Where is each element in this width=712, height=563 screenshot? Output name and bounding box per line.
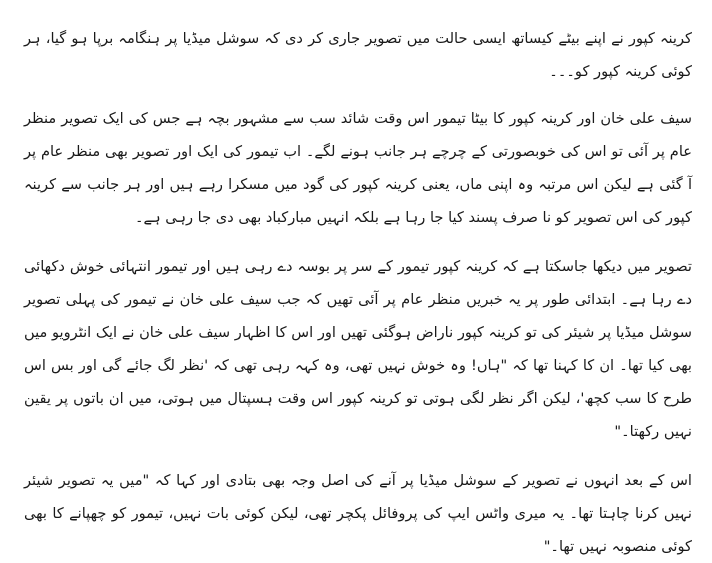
article-paragraph: سیف علی خان اور کرینہ کپور کا بیٹا تیمور اس وقت شائد سب سے مشہور بچہ ہے جس کی ایک تصویر منظر عام پر آئی تو اس کی خوبصورتی کے چرچے ہر جانب ہونے لگے۔ اب تیمور کی ایک اور تصویر بھی منظر عام پر آ گئی ہے لیکن اس مرتبہ وہ اپنی ماں، یعنی کرینہ کپور کی گود میں مسکرا رہے ہیں اور ہر جانب سے کرینہ کپور کی اس تصویر کو نا صرف پسند کیا جا رہا ہے بلکہ انہیں مبارکباد بھی دی جا رہی ہے۔	[24, 110, 692, 226]
article-paragraph: اس کے بعد انہوں نے تصویر کے سوشل میڈیا پر آنے کی اصل وجہ بھی بتادی اور کہا کہ "میں یہ تصویر شیئر نہیں کرنا چاہتا تھا۔ یہ میری واٹس ایپ کی پروفائل پکچر تھی، لیکن کوئی بات نہیں، تیمور کو چھپانے کا بھی کوئی منصوبہ نہیں تھا۔"	[24, 472, 692, 555]
article-paragraph: تصویر میں دیکھا جاسکتا ہے کہ کرینہ کپور تیمور کے سر پر بوسہ دے رہی ہیں اور تیمور انتہائی خوش دکھائی دے رہا ہے۔ ابتدائی طور پر یہ خبریں منظر عام پر آئی تھیں کہ جب سیف علی خان نے تیمور کی پہلی تصویر سوشل میڈیا پر شیئر کی تو کرینہ کپور ناراض ہوگئی تھیں اور اس کا اظہار سیف علی خان نے ایک انٹرویو میں بھی کیا تھا۔ ان کا کہنا تھا کہ "ہاں! وہ خوش نہیں تھی، وہ کہہ رہی تھی کہ 'نظر لگ جائے گی اور بس اس طرح کا سب کچھ'، لیکن اگر نظر لگی ہوتی تو کرینہ کپور اس وقت ہسپتال میں ہوتی، میں ان باتوں پر یقین نہیں رکھتا۔"	[24, 258, 692, 440]
headline-paragraph: کرینہ کپور نے اپنے بیٹے کیساتھ ایسی حالت میں تصویر جاری کر دی کہ سوشل میڈیا پر ہنگامہ برپا ہو گیا، ہر کوئی کرینہ کپور کو۔۔۔	[24, 30, 692, 80]
